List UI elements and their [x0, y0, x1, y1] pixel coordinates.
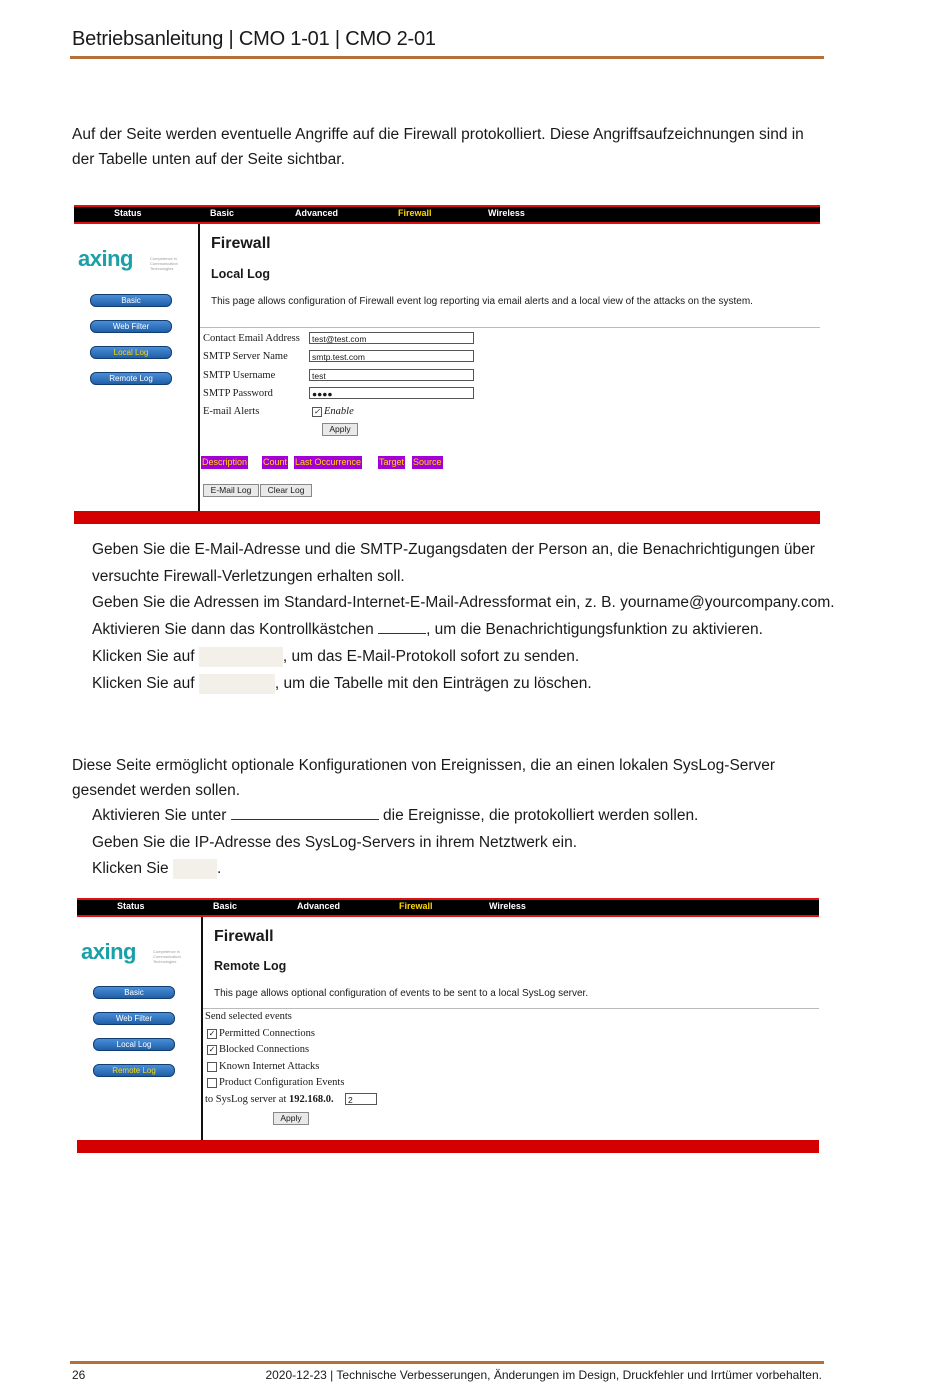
instruction-line: Geben Sie die IP-Adresse des SysLog-Servers in ihrem Netztwerk ein.	[92, 834, 578, 851]
page-number: 26	[72, 1368, 86, 1382]
enable-checkbox-row[interactable]	[312, 406, 354, 417]
apply-button[interactable]: Apply	[273, 1112, 309, 1125]
event-product-config[interactable]	[207, 1077, 344, 1088]
instruction-line: Geben Sie die Adressen im Standard-Internet-E-Mail-Adressformat ein, z. B. yourname@yourcompany.com.	[92, 594, 835, 611]
remote-log-screenshot	[77, 898, 819, 1156]
contact-email-input[interactable]: test@test.com	[309, 332, 474, 344]
event-label: Permitted Connections	[219, 1028, 315, 1039]
product-config-checkbox[interactable]	[207, 1078, 217, 1088]
smtp-username-label: SMTP Username	[203, 370, 276, 381]
enable-label: Enable	[324, 406, 354, 417]
instruction-line: versuchte Firewall-Verletzungen erhalten soll.	[92, 568, 405, 585]
button-placeholder	[173, 859, 217, 879]
logo-tagline: Competence in Communication Technologies	[150, 256, 178, 271]
button-placeholder	[199, 674, 275, 694]
axing-logo: axing	[78, 246, 133, 271]
page-description: This page allows optional configuration of events to be sent to a local SysLog server.	[214, 988, 589, 999]
instruction-text: Aktivieren Sie dann das Kontrollkästchen	[92, 621, 374, 638]
log-table-header	[201, 456, 531, 469]
nav-wireless[interactable]: Wireless	[488, 208, 525, 218]
instruction-clear	[92, 670, 592, 697]
sidebar-item-web-filter[interactable]: Web Filter	[90, 320, 172, 333]
event-known-attacks[interactable]	[207, 1061, 319, 1072]
col-count: Count	[263, 457, 288, 467]
page-description: This page allows configuration of Firewall event log reporting via email alerts and a local view of the attacks on the system.	[211, 296, 753, 307]
smtp-password-label: SMTP Password	[203, 388, 273, 399]
instruction-send	[92, 643, 579, 670]
smtp-password-input[interactable]: ●●●●	[309, 387, 474, 399]
header-rule	[70, 56, 824, 59]
sidebar-divider	[198, 224, 200, 511]
smtp-server-input[interactable]: smtp.test.com	[309, 350, 474, 362]
clear-log-button[interactable]: Clear Log	[260, 484, 312, 497]
page-subtitle: Local Log	[211, 267, 271, 281]
instruction-text: die Ereignisse, die protokolliert werden sollen.	[383, 807, 699, 824]
syslog-label: to SysLog server at	[205, 1094, 287, 1105]
axing-logo: axing	[81, 939, 136, 964]
nav-status[interactable]: Status	[114, 208, 142, 218]
permitted-checkbox[interactable]: ✓	[208, 1028, 216, 1038]
footer-text: 2020-12-23 | Technische Verbesserungen, Änderungen im Design, Druckfehler und Irrtümer vorbehalten.	[265, 1368, 822, 1382]
event-label: Blocked Connections	[219, 1044, 310, 1055]
col-description: Description	[202, 457, 248, 467]
top-nav	[74, 205, 820, 224]
enable-checkbox[interactable]: ✓	[313, 406, 321, 416]
bottom-bar	[74, 511, 820, 524]
instruction-apply	[92, 855, 221, 882]
blocked-checkbox[interactable]: ✓	[208, 1044, 216, 1054]
sidebar-item-remote-log[interactable]: Remote Log	[90, 372, 172, 385]
logo-tagline: Competence in Communication Technologies	[153, 949, 181, 964]
page-title: Firewall	[211, 235, 271, 252]
col-target: Target	[379, 457, 405, 467]
instruction-text: Aktivieren Sie unter	[92, 807, 227, 824]
sidebar-item-basic[interactable]: Basic	[90, 294, 172, 307]
nav-firewall[interactable]: Firewall	[399, 901, 433, 911]
bottom-bar	[77, 1140, 819, 1153]
local-log-screenshot	[74, 205, 820, 525]
sidebar	[77, 917, 201, 1140]
nav-wireless[interactable]: Wireless	[489, 901, 526, 911]
page-title: Firewall	[214, 928, 274, 945]
email-alerts-label: E-mail Alerts	[203, 406, 260, 417]
footer-rule	[70, 1361, 824, 1364]
col-last-occurrence: Last Occurrence	[295, 457, 362, 467]
sidebar-item-remote-log[interactable]: Remote Log	[93, 1064, 175, 1077]
blank-placeholder	[231, 805, 379, 820]
nav-advanced[interactable]: Advanced	[295, 208, 339, 218]
top-nav	[77, 898, 819, 917]
smtp-username-input[interactable]: test	[309, 369, 474, 381]
sidebar-item-basic[interactable]: Basic	[93, 986, 175, 999]
apply-button[interactable]: Apply	[322, 423, 358, 436]
nav-advanced[interactable]: Advanced	[297, 901, 341, 911]
instruction-events	[92, 802, 698, 829]
instruction-text: Klicken Sie auf	[92, 675, 195, 692]
col-source: Source	[413, 457, 442, 467]
smtp-server-label: SMTP Server Name	[203, 351, 288, 362]
sidebar-divider	[201, 917, 203, 1140]
button-placeholder	[199, 647, 283, 667]
email-log-button[interactable]: E-Mail Log	[203, 484, 259, 497]
instruction-checkbox	[92, 616, 763, 643]
sidebar-item-web-filter[interactable]: Web Filter	[93, 1012, 175, 1025]
nav-basic[interactable]: Basic	[210, 208, 235, 218]
nav-status[interactable]: Status	[117, 901, 145, 911]
intro2-paragraph: Diese Seite ermöglicht optionale Konfigurationen von Ereignissen, die an einen lokalen SysLog-Server gesendet werden sollen.	[72, 757, 776, 799]
sidebar-item-local-log[interactable]: Local Log	[90, 346, 172, 359]
event-blocked[interactable]	[207, 1044, 309, 1055]
event-permitted[interactable]	[207, 1028, 315, 1039]
blank-placeholder	[378, 619, 426, 634]
instruction-text: , um die Benachrichtigungsfunktion zu aktivieren.	[426, 621, 763, 638]
instruction-text: .	[217, 860, 222, 877]
contact-email-label: Contact Email Address	[203, 333, 300, 344]
syslog-row	[205, 1094, 334, 1105]
instruction-text: Klicken Sie auf	[92, 648, 195, 665]
event-label: Product Configuration Events	[219, 1077, 345, 1088]
syslog-ip-input[interactable]: 2	[345, 1093, 377, 1105]
nav-basic[interactable]: Basic	[213, 901, 238, 911]
instruction-text: Klicken Sie	[92, 860, 169, 877]
intro-paragraph: Auf der Seite werden eventuelle Angriffe auf die Firewall protokolliert. Diese Angriffsaufzeichnungen sind in der Tabelle unten auf der Seite sichtbar.	[72, 126, 804, 168]
instruction-line: Geben Sie die E-Mail-Adresse und die SMTP-Zugangsdaten der Person an, die Benachrichtigungen über	[92, 541, 815, 558]
send-events-label: Send selected events	[205, 1011, 292, 1022]
divider	[203, 1008, 819, 1009]
instruction-text: , um das E-Mail-Protokoll sofort zu senden.	[282, 648, 580, 665]
page-subtitle: Remote Log	[214, 959, 287, 973]
document-header: Betriebsanleitung | CMO 1-01 | CMO 2-01	[72, 28, 436, 50]
sidebar	[74, 224, 198, 511]
known-attacks-checkbox[interactable]	[207, 1062, 217, 1072]
syslog-prefix: 192.168.0.	[289, 1094, 334, 1105]
sidebar-item-local-log[interactable]: Local Log	[93, 1038, 175, 1051]
divider	[200, 327, 820, 328]
event-label: Known Internet Attacks	[219, 1061, 320, 1072]
instruction-text: , um die Tabelle mit den Einträgen zu löschen.	[274, 675, 592, 692]
nav-firewall[interactable]: Firewall	[398, 208, 432, 218]
